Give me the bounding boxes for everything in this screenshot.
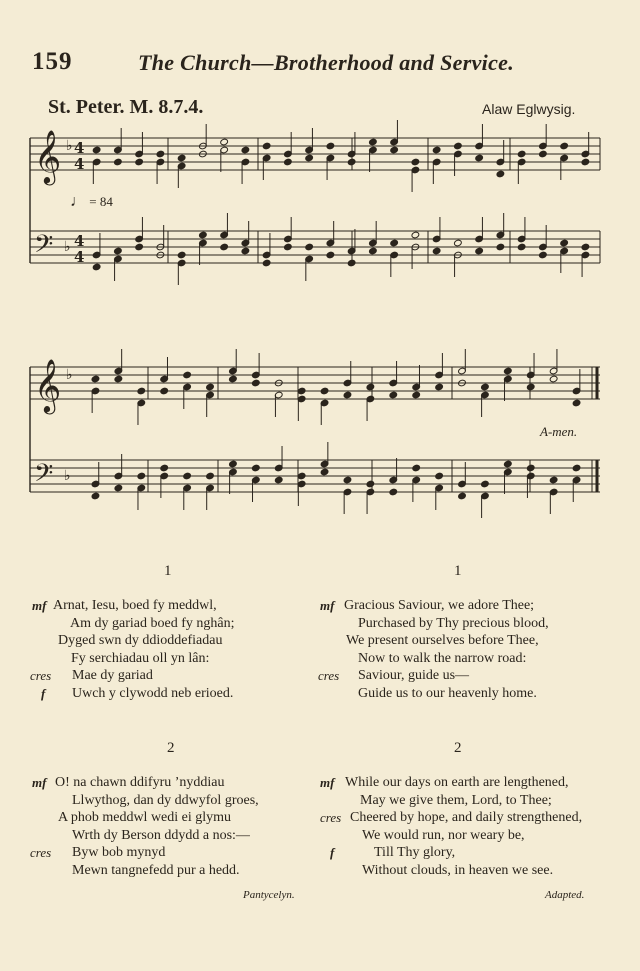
note-head	[432, 247, 441, 255]
note-head	[206, 472, 215, 480]
lyric-text: Dyged swn dy ddioddefiadau	[58, 633, 223, 649]
dynamic-marking: mf	[32, 775, 47, 790]
system-2	[30, 349, 600, 518]
note-head	[92, 146, 101, 154]
dynamic-marking: f	[41, 685, 46, 701]
lyric-text: Without clouds, in heaven we see.	[362, 862, 554, 878]
note-head	[581, 243, 590, 251]
note-head	[137, 472, 146, 480]
page-title: The Church—Brotherhood and Service.	[138, 50, 514, 75]
note-head	[411, 231, 420, 239]
note-head	[135, 243, 144, 251]
bass-staff-1	[30, 213, 600, 285]
note-head	[183, 472, 192, 480]
note-head	[137, 387, 146, 395]
flat-key-signature-icon: ♭	[66, 138, 73, 154]
note-head	[475, 154, 484, 162]
quarter-note-icon: ♩	[70, 193, 86, 210]
note-head	[252, 379, 261, 387]
treble-clef-icon: 𝄞	[34, 129, 62, 183]
note-head	[549, 375, 558, 383]
note-head	[183, 371, 192, 379]
note-head	[326, 142, 335, 150]
lyric-text: Arnat, Iesu, boed fy meddwl,	[53, 598, 217, 613]
note-head	[114, 158, 123, 166]
note-head	[390, 239, 399, 247]
note-head	[504, 367, 513, 375]
note-head	[135, 158, 144, 166]
verse-line	[30, 774, 320, 792]
lyric-text: Now to walk the narrow road:	[358, 650, 527, 666]
lyric-text: While our days on earth are lengthened,	[345, 775, 569, 790]
note-head	[366, 383, 375, 391]
lyric-text: O! na chawn ddifyru ’nyddiau	[55, 775, 225, 790]
lyric-text: Mewn tangnefedd pur a hedd.	[72, 862, 240, 878]
verse-line	[30, 844, 320, 862]
note-head	[526, 383, 535, 391]
tune-source: Alaw Eglwysig.	[482, 101, 576, 117]
note-head	[432, 146, 441, 154]
note-head	[343, 476, 352, 484]
note-head	[475, 247, 484, 255]
lyric-text: Till Thy glory,	[374, 845, 456, 861]
note-head	[91, 492, 100, 500]
note-head	[262, 259, 271, 267]
note-head	[481, 480, 490, 488]
dynamic-marking: cres	[320, 810, 342, 826]
time-signature-icon: 4	[74, 248, 85, 266]
note-head	[114, 247, 123, 255]
note-head	[220, 243, 229, 251]
verse-line	[318, 597, 618, 615]
welsh-verse-2	[30, 774, 320, 880]
time-signature-icon: 4	[74, 232, 85, 250]
verse-line	[318, 615, 618, 633]
note-head	[241, 146, 250, 154]
note-head	[560, 142, 569, 150]
note-head	[274, 476, 283, 484]
verse-line	[30, 632, 320, 650]
bass-clef-icon: 𝄢	[34, 230, 54, 265]
verse-line	[318, 685, 618, 703]
note-head	[572, 399, 581, 407]
lyric-text: Mae dy gariad	[72, 668, 153, 684]
note-head	[560, 239, 569, 247]
note-head	[526, 464, 535, 472]
english-author: Adapted.	[545, 889, 585, 901]
dynamic-marking: mf	[32, 598, 47, 613]
note-head	[206, 383, 215, 391]
note-head	[454, 239, 463, 247]
note-head	[496, 243, 505, 251]
note-head	[539, 251, 548, 259]
note-head	[160, 387, 169, 395]
note-head	[504, 460, 513, 468]
note-head	[284, 158, 293, 166]
verse-line	[30, 667, 320, 685]
note-head	[581, 158, 590, 166]
note-head	[390, 146, 399, 154]
note-head	[454, 142, 463, 150]
lyric-text: Wrth dy Berson ddydd a nos:—	[72, 827, 250, 843]
note-head	[320, 468, 329, 476]
lyric-text: Purchased by Thy precious blood,	[358, 615, 549, 631]
note-head	[220, 138, 229, 146]
amen-lyric: A-men.	[540, 424, 578, 439]
lyric-text: Saviour, guide us—	[358, 668, 470, 684]
note-head	[496, 170, 505, 178]
note-head	[572, 464, 581, 472]
treble-staff-2	[30, 349, 600, 492]
lyric-text: A phob meddwl wedi ei glymu	[58, 810, 232, 826]
lyric-text: Cheered by hope, and daily strengthened,	[350, 810, 583, 826]
note-head	[366, 480, 375, 488]
note-head	[369, 247, 378, 255]
verse-line	[318, 774, 628, 792]
note-head	[326, 251, 335, 259]
dynamic-marking: cres	[30, 845, 52, 861]
note-head	[517, 243, 526, 251]
time-signature-icon: 4	[74, 139, 85, 157]
note-head	[91, 375, 100, 383]
verse-line	[318, 792, 628, 810]
note-head	[435, 472, 444, 480]
note-head	[347, 158, 356, 166]
note-head	[114, 484, 123, 492]
flat-key-signature-icon: ♭	[64, 468, 71, 484]
lyric-text: We present ourselves before Thee,	[346, 633, 539, 649]
lyric-text: May we give them, Lord, to Thee;	[360, 792, 552, 808]
dynamic-marking: f	[330, 845, 335, 861]
verse-line	[30, 809, 320, 827]
note-head	[435, 383, 444, 391]
dynamic-marking: cres	[318, 668, 340, 684]
system-1	[30, 120, 600, 285]
lyric-text: Gracious Saviour, we adore Thee;	[344, 598, 535, 613]
lyric-text: We would run, nor weary be,	[362, 827, 525, 843]
note-head	[160, 464, 169, 472]
note-head	[177, 251, 186, 259]
note-head	[252, 464, 261, 472]
dynamic-marking: mf	[320, 598, 335, 613]
verse-line	[318, 650, 618, 668]
bass-staff-2	[30, 442, 600, 518]
verse-line	[30, 792, 320, 810]
verse-line	[30, 862, 320, 880]
time-signature-icon: 4	[74, 155, 85, 173]
note-head	[305, 154, 314, 162]
note-head	[229, 460, 238, 468]
note-head	[241, 247, 250, 255]
lyric-text: Uwch y clywodd neb erioed.	[72, 685, 234, 701]
verse-line	[318, 862, 628, 880]
verse-line	[30, 615, 320, 633]
verse-line	[30, 597, 320, 615]
note-head	[389, 391, 398, 399]
note-head	[411, 158, 420, 166]
note-head	[177, 154, 186, 162]
bass-clef-icon: 𝄢	[34, 459, 54, 494]
flat-key-signature-icon: ♭	[66, 367, 73, 383]
note-head	[199, 231, 208, 239]
note-head	[481, 383, 490, 391]
treble-clef-icon: 𝄞	[34, 358, 62, 412]
welsh-verse-1-number: 1	[164, 563, 172, 579]
note-head	[343, 391, 352, 399]
verse-line	[318, 667, 618, 685]
note-head	[284, 243, 293, 251]
note-head	[297, 387, 306, 395]
note-head	[156, 150, 165, 158]
english-verse-2	[318, 774, 628, 880]
verse-line	[30, 650, 320, 668]
note-head	[229, 375, 238, 383]
english-verse-1-number: 1	[454, 563, 462, 579]
welsh-verse-2-number: 2	[167, 740, 175, 756]
note-head	[320, 387, 329, 395]
note-head	[114, 375, 123, 383]
verse-line	[318, 632, 618, 650]
verse-line	[30, 685, 320, 703]
hymn-number: 159	[32, 48, 73, 75]
note-head	[305, 243, 314, 251]
welsh-verse-1	[30, 597, 320, 703]
lyric-text: Am dy gariad boed fy nghân;	[70, 615, 235, 631]
dynamic-marking: cres	[30, 668, 52, 684]
welsh-author: Pantycelyn.	[243, 889, 295, 901]
note-head	[539, 150, 548, 158]
note-head	[412, 464, 421, 472]
lyric-text: Llwythog, dan dy ddwyfol groes,	[72, 792, 259, 808]
dynamic-marking: mf	[320, 775, 335, 790]
english-verse-1	[318, 597, 618, 703]
note-head	[92, 263, 101, 271]
lyric-text: Byw bob mynyd	[72, 845, 166, 861]
english-verse-2-number: 2	[454, 740, 462, 756]
note-head	[549, 476, 558, 484]
note-head	[458, 492, 467, 500]
lyric-text: Guide us to our heavenly home.	[358, 685, 537, 701]
tempo-value: = 84	[89, 194, 113, 209]
note-head	[389, 488, 398, 496]
treble-staff-1	[30, 120, 600, 263]
verse-line	[318, 809, 628, 827]
note-head	[369, 138, 378, 146]
tune-name: St. Peter. M. 8.7.4.	[48, 96, 204, 118]
flat-key-signature-icon: ♭	[64, 239, 71, 255]
verse-line	[30, 827, 320, 845]
note-head	[347, 259, 356, 267]
lyric-text: Fy serchiadau oll yn lân:	[71, 650, 210, 666]
note-head	[517, 150, 526, 158]
note-head	[297, 472, 306, 480]
note-head	[262, 142, 271, 150]
verse-line	[318, 844, 628, 862]
verse-line	[318, 827, 628, 845]
note-head	[412, 391, 421, 399]
